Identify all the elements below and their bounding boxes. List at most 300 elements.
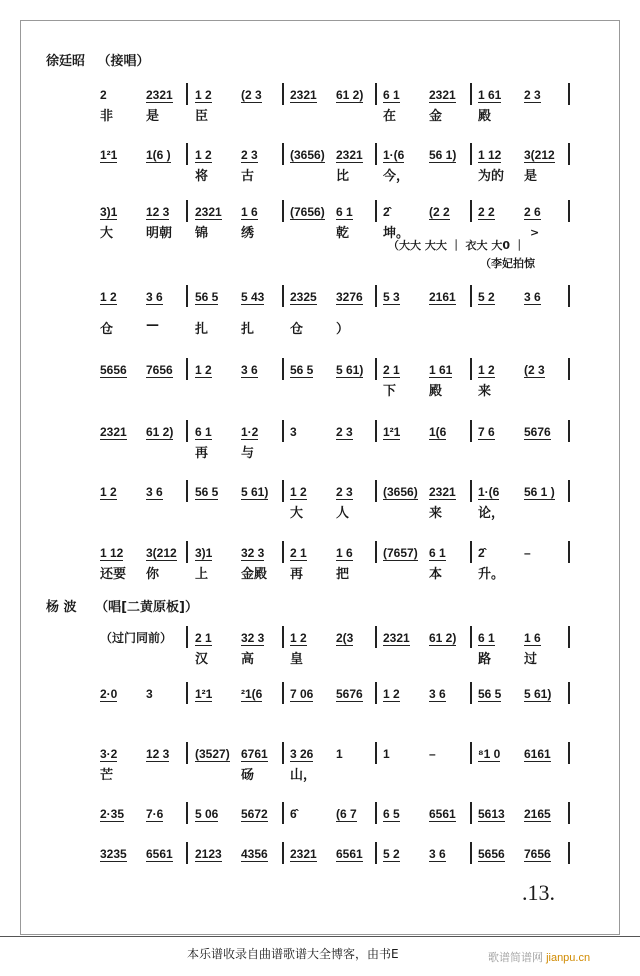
beat xyxy=(478,685,524,703)
score-system xyxy=(100,845,575,885)
note-group: 6̂ xyxy=(290,807,297,821)
note-group: 56 1 ) xyxy=(524,485,555,499)
note-group: 1 2 xyxy=(195,88,212,102)
beat xyxy=(383,203,429,241)
bar-line xyxy=(282,541,284,563)
note-group: (2 3 xyxy=(241,88,262,102)
note-group: 56 5 xyxy=(478,687,502,701)
beat xyxy=(478,288,524,306)
bar-line xyxy=(470,742,472,764)
note-group: 7 6 xyxy=(478,425,495,439)
lyric: 明朝 xyxy=(146,226,173,241)
note-group: 2 3 xyxy=(524,88,541,102)
percussion-syllable: 扎 xyxy=(241,322,255,337)
note-group: 2 6 xyxy=(524,205,541,219)
lyric: 皇 xyxy=(290,652,304,667)
bar-line xyxy=(375,420,377,442)
lyric: 路 xyxy=(478,652,492,667)
note-group: 6161 xyxy=(524,747,551,761)
lyric: 为的 xyxy=(478,169,505,184)
bar-line xyxy=(568,200,570,222)
note-group: (3656) xyxy=(290,148,325,162)
bar-line xyxy=(375,541,377,563)
note-group: 12 3 xyxy=(146,205,170,219)
note-group: 5613 xyxy=(478,807,505,821)
beat xyxy=(524,288,570,306)
lyric: 殿 xyxy=(429,384,443,399)
note-group: 2161 xyxy=(429,290,456,304)
percussion-syllable: 仓 xyxy=(100,322,114,337)
percussion-syllable: 仓 xyxy=(290,322,304,337)
lyric: 砀 xyxy=(241,768,255,783)
beat xyxy=(383,745,429,763)
note-group: 1 2 xyxy=(100,290,117,304)
beat xyxy=(478,483,524,521)
beat xyxy=(383,146,429,184)
bar-line xyxy=(282,742,284,764)
note-group: 5 61) xyxy=(524,687,552,701)
note-group: 2 1 xyxy=(383,363,400,377)
beat xyxy=(524,86,570,104)
score-system xyxy=(100,361,575,401)
note-group: 5 2 xyxy=(478,290,495,304)
bar-line xyxy=(282,285,284,307)
note-group: 1 2 xyxy=(478,363,495,377)
note-group: 56 5 xyxy=(195,290,219,304)
beat xyxy=(429,685,475,703)
note-group: 56 1) xyxy=(429,148,457,162)
bar-line xyxy=(186,420,188,442)
note-group: 6561 xyxy=(336,847,363,861)
note-group: 1 xyxy=(383,747,390,761)
note-group: (2 2 xyxy=(429,205,450,219)
lyric: 金 xyxy=(429,109,443,124)
score-system xyxy=(100,629,575,669)
note-group: 3 6 xyxy=(429,687,446,701)
beat xyxy=(100,423,146,441)
beat xyxy=(429,745,475,763)
beat xyxy=(195,629,241,667)
beat xyxy=(478,845,524,863)
beat xyxy=(241,288,287,337)
note-group: 2 3 xyxy=(336,425,353,439)
note-group: ²1(6 xyxy=(241,687,263,701)
lyric: 上 xyxy=(195,567,209,582)
note-group: 1 2 xyxy=(195,363,212,377)
beat xyxy=(241,146,287,184)
beat xyxy=(195,805,241,823)
bar-line xyxy=(470,358,472,380)
note-group: 61 2) xyxy=(336,88,364,102)
note-group: 1 xyxy=(336,747,343,761)
note-group: 61 2) xyxy=(146,425,174,439)
bar-line xyxy=(282,626,284,648)
note-group: 1(6 xyxy=(429,425,447,439)
beat xyxy=(195,288,241,337)
bar-line xyxy=(470,626,472,648)
lyric: 是 xyxy=(146,109,160,124)
lyric: 乾 xyxy=(336,226,350,241)
beat xyxy=(524,423,570,441)
beat xyxy=(241,203,287,241)
beat xyxy=(195,361,241,379)
note-group: 5 43 xyxy=(241,290,265,304)
beat xyxy=(290,685,336,703)
bar-line xyxy=(186,626,188,648)
bar-line xyxy=(375,200,377,222)
note-group: 6 1 xyxy=(336,205,353,219)
beat xyxy=(524,629,570,667)
note-group: 1·2 xyxy=(241,425,259,439)
note-group: 6 1 xyxy=(195,425,212,439)
beat xyxy=(429,361,475,399)
bar-line xyxy=(568,802,570,824)
note-group: 3 6 xyxy=(429,847,446,861)
bar-line xyxy=(186,842,188,864)
lyric: 锦 xyxy=(195,226,209,241)
beat xyxy=(100,203,146,241)
stage-direction: （李妃拍惊 xyxy=(480,257,535,270)
percussion-syllable: ） xyxy=(336,322,350,337)
beat xyxy=(100,805,146,823)
beat xyxy=(429,629,475,647)
note-group: (2 3 xyxy=(524,363,545,377)
note-group: 2 3 xyxy=(336,485,353,499)
beat xyxy=(241,423,287,461)
score-system xyxy=(100,86,575,126)
bar-line xyxy=(282,358,284,380)
beat xyxy=(241,86,287,104)
note-group: 1·(6 xyxy=(383,148,405,162)
lyric: 比 xyxy=(336,169,350,184)
note-group: 3 6 xyxy=(146,290,163,304)
beat xyxy=(478,203,524,221)
note-group: 3)1 xyxy=(195,546,213,560)
bar-line xyxy=(568,682,570,704)
beat xyxy=(100,86,146,124)
note-group: (3656) xyxy=(383,485,418,499)
bar-line xyxy=(470,480,472,502)
percussion-syllable: 扎 xyxy=(195,322,209,337)
note-group: 5 3 xyxy=(383,290,400,304)
beat xyxy=(524,685,570,703)
lyric: 来 xyxy=(478,384,492,399)
note-group: 61 2) xyxy=(429,631,457,645)
beat xyxy=(100,685,146,703)
beat xyxy=(383,629,429,647)
lyric: 还要 xyxy=(100,567,127,582)
note-group: 2321 xyxy=(100,425,127,439)
singing-direction: （接唱） xyxy=(97,54,150,69)
note-group: 6561 xyxy=(429,807,456,821)
beat xyxy=(478,544,524,582)
bar-line xyxy=(186,802,188,824)
score-system xyxy=(100,544,575,584)
beat xyxy=(383,544,429,562)
note-group: (3527) xyxy=(195,747,230,761)
bar-line xyxy=(568,143,570,165)
bar-line xyxy=(282,143,284,165)
note-group: – xyxy=(524,546,531,560)
beat xyxy=(478,423,524,441)
lyric: 绣 xyxy=(241,226,255,241)
note-group: 2 3 xyxy=(241,148,258,162)
section-2-header xyxy=(46,596,198,615)
bar-line xyxy=(568,358,570,380)
lyric: 臣 xyxy=(195,109,209,124)
score-system xyxy=(100,483,575,523)
beat xyxy=(241,483,287,501)
note-group: 2·35 xyxy=(100,807,125,821)
note-group: 7656 xyxy=(524,847,551,861)
note-group: 5 61) xyxy=(336,363,364,377)
note-group: 6 5 xyxy=(383,807,400,821)
bar-line xyxy=(282,83,284,105)
beat xyxy=(524,146,570,184)
bar-line xyxy=(282,200,284,222)
bar-line xyxy=(568,420,570,442)
note-group: （过门同前） xyxy=(100,631,173,645)
lyric: 将 xyxy=(195,169,209,184)
beat xyxy=(195,544,241,582)
beat xyxy=(524,745,570,763)
note-group: 2123 xyxy=(195,847,222,861)
lyric: 升。 xyxy=(478,567,505,582)
note-group: 5 61) xyxy=(241,485,269,499)
note-group: 1·(6 xyxy=(478,485,500,499)
note-group: 2 1 xyxy=(290,546,307,560)
bar-line xyxy=(568,541,570,563)
beat xyxy=(429,288,475,306)
note-group: 5 06 xyxy=(195,807,219,821)
singing-direction: （唱[二黄原板]） xyxy=(95,600,198,615)
note-group: 1 61 xyxy=(478,88,502,102)
singer-name: 徐廷昭 xyxy=(46,54,86,69)
bar-line xyxy=(186,742,188,764)
lyric: 是 xyxy=(524,169,538,184)
note-group: 5676 xyxy=(524,425,551,439)
note-group: 1 12 xyxy=(478,148,502,162)
note-group: 1²1 xyxy=(383,425,401,439)
note-group: 56 5 xyxy=(195,485,219,499)
lyric: 殿 xyxy=(478,109,492,124)
bar-line xyxy=(375,143,377,165)
bar-line xyxy=(375,742,377,764)
note-group: 2165 xyxy=(524,807,551,821)
note-group: 1 12 xyxy=(100,546,124,560)
beat xyxy=(383,685,429,703)
singer-name: 杨 波 xyxy=(46,600,77,615)
bar-line xyxy=(282,802,284,824)
note-group: 1 61 xyxy=(429,363,453,377)
note-group: 2321 xyxy=(336,148,363,162)
bar-line xyxy=(470,83,472,105)
note-group: 1 2 xyxy=(383,687,400,701)
note-group: 1 2 xyxy=(100,485,117,499)
bar-line xyxy=(568,83,570,105)
beat xyxy=(100,845,146,863)
note-group: 3 xyxy=(146,687,153,701)
bar-line xyxy=(470,420,472,442)
score-system xyxy=(100,805,575,845)
watermark-en: jianpu.cn xyxy=(546,952,591,964)
note-group: 3 xyxy=(290,425,297,439)
note-group: 2·0 xyxy=(100,687,118,701)
beat xyxy=(383,423,429,441)
footer-source-text: 本乐谱收录自曲谱歌谱大全博客，由书E xyxy=(187,947,399,961)
beat xyxy=(195,146,241,184)
note-group: 3(212 xyxy=(146,546,177,560)
note-group: 12 3 xyxy=(146,747,170,761)
note-group: 3 26 xyxy=(290,747,314,761)
note-group: 1 6 xyxy=(336,546,353,560)
beat xyxy=(290,146,336,164)
beat xyxy=(524,203,570,221)
note-group: 2321 xyxy=(290,847,317,861)
note-group: 32 3 xyxy=(241,546,265,560)
note-group: 5672 xyxy=(241,807,268,821)
beat xyxy=(195,685,241,703)
note-group: 7 06 xyxy=(290,687,314,701)
beat xyxy=(290,629,336,667)
beat xyxy=(100,544,146,582)
lyric: 山， xyxy=(290,768,317,783)
beat xyxy=(429,544,475,582)
note-group: 6761 xyxy=(241,747,268,761)
beat xyxy=(478,146,524,184)
accent-mark: > xyxy=(530,226,540,239)
watermark-cn: 歌谱简谱网 xyxy=(488,952,543,964)
bar-line xyxy=(375,682,377,704)
beat xyxy=(195,423,241,461)
bar-line xyxy=(375,285,377,307)
bar-line xyxy=(568,842,570,864)
lyric: 再 xyxy=(195,446,209,461)
lyric: 高 xyxy=(241,652,255,667)
percussion-line: （大大 大大 ｜ 衣大 大0 ｜ xyxy=(388,239,525,252)
beat xyxy=(100,288,146,337)
bar-line xyxy=(470,541,472,563)
lyric: 金殿 xyxy=(241,567,268,582)
note-group: 2321 xyxy=(290,88,317,102)
bar-line xyxy=(186,480,188,502)
lyric: 与 xyxy=(241,446,255,461)
bar-line xyxy=(470,842,472,864)
beat xyxy=(290,845,336,863)
lyric: 你 xyxy=(146,567,160,582)
beat xyxy=(383,86,429,124)
note-group: 6 1 xyxy=(478,631,495,645)
page-number: .13. xyxy=(522,880,555,905)
beat xyxy=(290,483,336,521)
note-group: (7656) xyxy=(290,205,325,219)
note-group: 2̂ xyxy=(478,546,485,560)
beat xyxy=(290,86,336,104)
beat xyxy=(478,86,524,124)
bar-line xyxy=(470,285,472,307)
bar-line xyxy=(282,420,284,442)
watermark xyxy=(488,949,590,965)
lyric: 坤。 xyxy=(383,226,410,241)
note-group: (6 7 xyxy=(336,807,357,821)
note-group: 4356 xyxy=(241,847,268,861)
bar-line xyxy=(568,626,570,648)
beat xyxy=(195,845,241,863)
beat xyxy=(383,483,429,501)
note-group: 1 2 xyxy=(195,148,212,162)
bar-line xyxy=(282,842,284,864)
beat xyxy=(524,805,570,823)
note-group: 2̂ xyxy=(383,205,390,219)
beat xyxy=(100,361,146,379)
note-group: (7657) xyxy=(383,546,418,560)
note-group: 3·2 xyxy=(100,747,118,761)
beat xyxy=(383,288,429,306)
score-system xyxy=(100,146,575,186)
beat xyxy=(195,86,241,124)
beat xyxy=(524,845,570,863)
bar-line xyxy=(375,83,377,105)
lyric: 再 xyxy=(290,567,304,582)
beat xyxy=(195,203,241,241)
beat xyxy=(241,629,287,667)
score-system xyxy=(100,745,575,785)
beat xyxy=(524,361,570,379)
note-group: 1(6 ) xyxy=(146,148,171,162)
lyric: 本 xyxy=(429,567,443,582)
note-group: 1 6 xyxy=(524,631,541,645)
lyric: 过 xyxy=(524,652,538,667)
beat xyxy=(478,629,524,667)
bar-line xyxy=(568,480,570,502)
beat xyxy=(290,361,336,379)
note-group: 2321 xyxy=(429,485,456,499)
lyric: 把 xyxy=(336,567,350,582)
lyric: 大 xyxy=(290,506,304,521)
beat xyxy=(478,361,524,399)
bar-line xyxy=(186,358,188,380)
lyric: 来 xyxy=(429,506,443,521)
note-group: 2 xyxy=(100,88,107,102)
note-group: 3 6 xyxy=(146,485,163,499)
lyric: 汉 xyxy=(195,652,209,667)
percussion-syllable: — xyxy=(146,318,159,333)
beat xyxy=(478,805,524,823)
bar-line xyxy=(186,285,188,307)
beat xyxy=(429,146,475,164)
lyric: 非 xyxy=(100,109,114,124)
lyric: 论， xyxy=(478,506,505,521)
note-group: 5656 xyxy=(100,363,127,377)
beat xyxy=(524,544,570,562)
note-group: ⁸1 0 xyxy=(478,747,501,761)
note-group: 2(3 xyxy=(336,631,354,645)
bar-line xyxy=(470,682,472,704)
note-group: 1²1 xyxy=(100,148,118,162)
beat xyxy=(195,745,241,763)
bar-line xyxy=(186,200,188,222)
score-system xyxy=(100,423,575,463)
note-group: 32 3 xyxy=(241,631,265,645)
beat xyxy=(100,483,146,501)
bar-line xyxy=(186,682,188,704)
note-group: 1 2 xyxy=(290,485,307,499)
beat xyxy=(429,845,475,863)
score-system xyxy=(100,288,575,338)
note-group: – xyxy=(429,747,436,761)
bar-line xyxy=(375,358,377,380)
beat xyxy=(195,483,241,501)
